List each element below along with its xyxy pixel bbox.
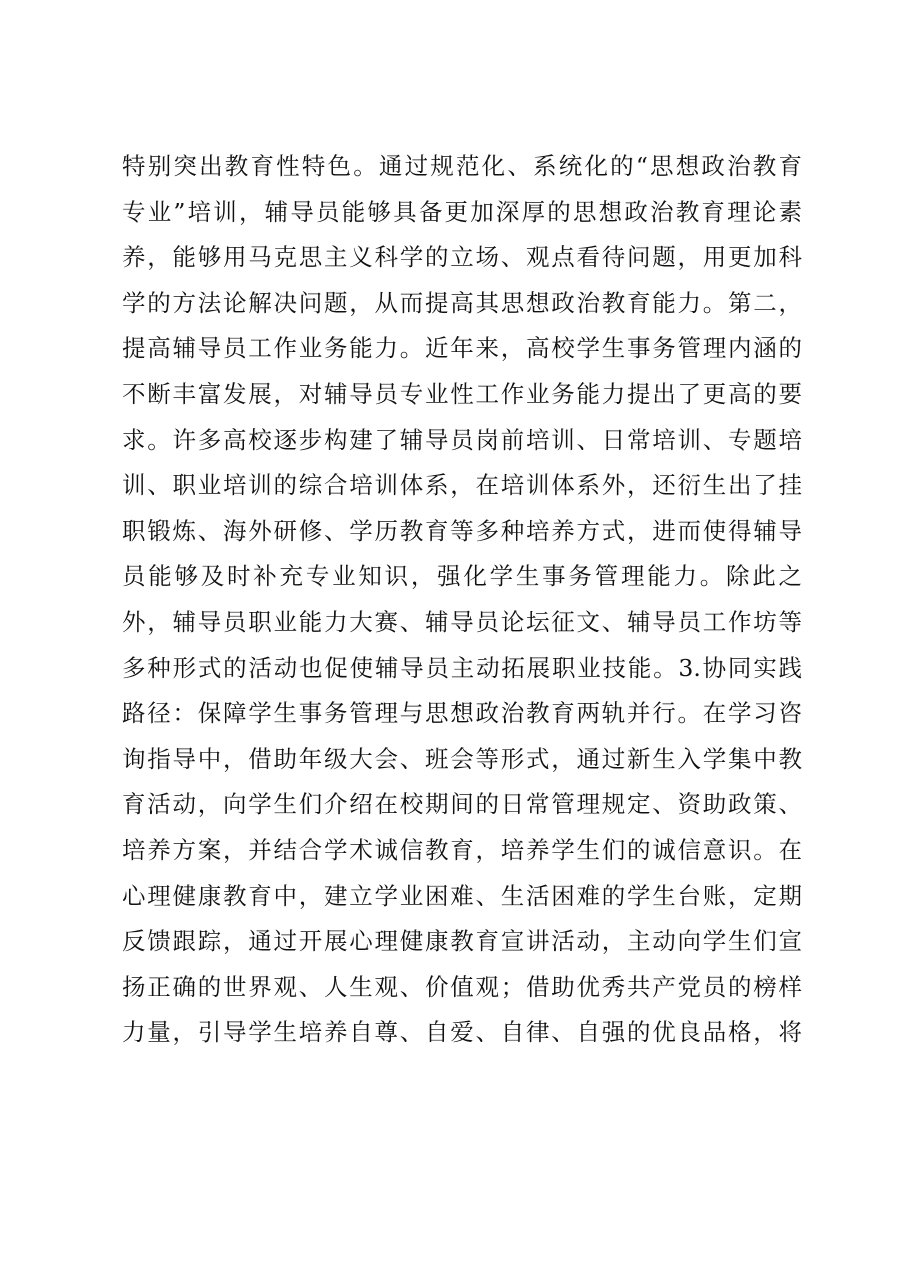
- text-line-3: 养，能够用马克思主义科学的立场、观点看待问题，用更加科: [122, 243, 802, 272]
- text-line-4: 学的方法论解决问题，从而提高其思想政治教育能力。第二，: [122, 288, 802, 317]
- text-line-15: 育活动，向学生们介绍在校期间的日常管理规定、资助政策、: [122, 790, 802, 819]
- text-line-14: 询指导中，借助年级大会、班会等形式，通过新生入学集中教: [122, 744, 802, 773]
- text-line-13: 路径：保障学生事务管理与思想政治教育两轨并行。在学习咨: [122, 699, 802, 728]
- text-line-5: 提高辅导员工作业务能力。近年来，高校学生事务管理内涵的: [122, 334, 802, 363]
- text-line-9: 职锻炼、海外研修、学历教育等多种培养方式，进而使得辅导: [122, 516, 802, 545]
- text-line-20: 力量，引导学生培养自尊、自爱、自律、自强的优良品格，将: [122, 1018, 802, 1047]
- text-line-8: 训、职业培训的综合培训体系，在培训体系外，还衍生出了挂: [122, 471, 802, 500]
- text-line-6: 不断丰富发展，对辅导员专业性工作业务能力提出了更高的要: [122, 379, 802, 408]
- body-text: [122, 144, 802, 1056]
- text-line-2: 专业”培训，辅导员能够具备更加深厚的思想政治教育理论素: [122, 197, 802, 226]
- text-line-17: 心理健康教育中，建立学业困难、生活困难的学生台账，定期: [122, 881, 802, 910]
- text-line-18: 反馈跟踪，通过开展心理健康教育宣讲活动，主动向学生们宣: [122, 927, 802, 956]
- text-line-7: 求。许多高校逐步构建了辅导员岗前培训、日常培训、专题培: [122, 425, 802, 454]
- text-line-12: 多种形式的活动也促使辅导员主动拓展职业技能。3.协同实践: [122, 653, 802, 682]
- text-line-19: 扬正确的世界观、人生观、价值观；借助优秀共产党员的榜样: [122, 972, 802, 1001]
- text-line-16: 培养方案，并结合学术诚信教育，培养学生们的诚信意识。在: [122, 835, 802, 864]
- text-line-10: 员能够及时补充专业知识，强化学生事务管理能力。除此之: [122, 562, 802, 591]
- text-line-1: 特别突出教育性特色。通过规范化、系统化的“思想政治教育: [122, 152, 802, 180]
- text-line-11: 外，辅导员职业能力大赛、辅导员论坛征文、辅导员工作坊等: [122, 607, 802, 636]
